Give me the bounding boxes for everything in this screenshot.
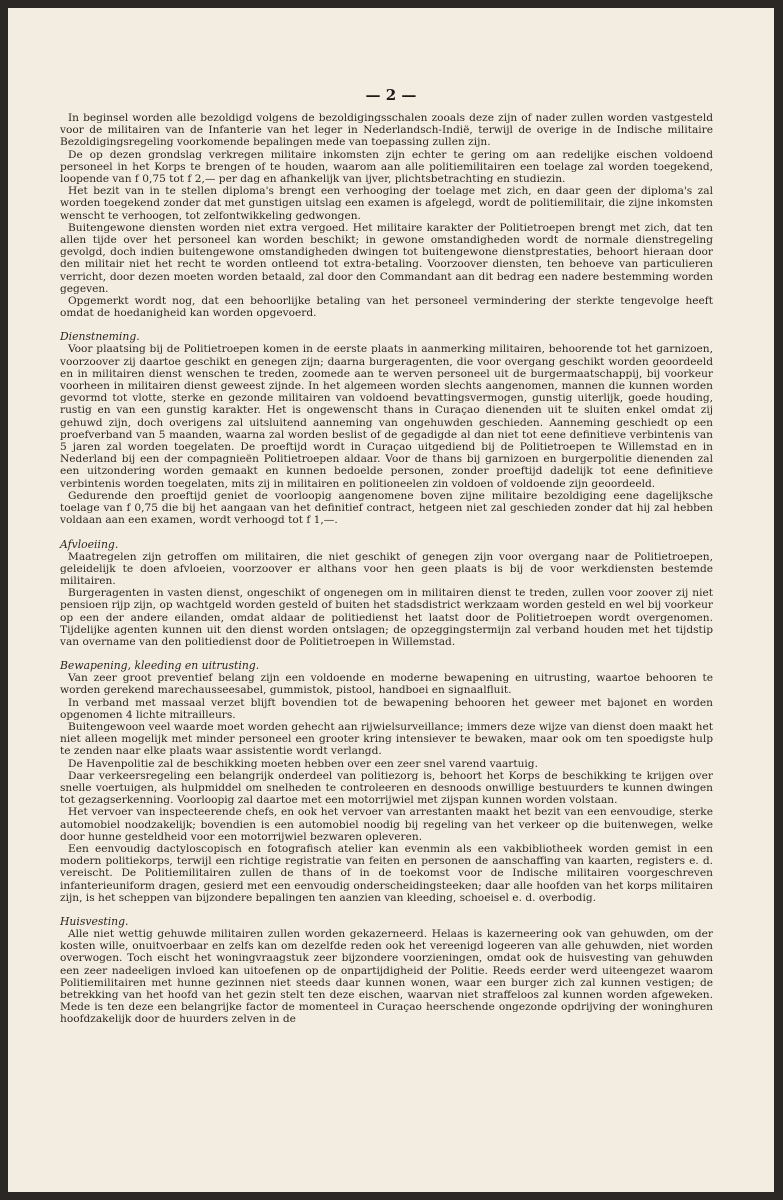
section-paragraph: Maatregelen zijn getroffen om militairen, die niet geschikt of genegen zijn voor overgang naar de Politietroepen, geleidelijk te doen afvloeien, voorzoover er althans voor hen geen plaats is bij de voor werkdiensten bestemde militairen.	[60, 550, 713, 587]
intro-paragraph: Het bezit van in te stellen diploma's brengt een verhooging der toelage met zich, en daar geen der diploma's zal worden toegekend zonder dat met gunstigen uitslag een examen is afgelegd, wordt de politiemilitair, die zijne inkomsten wenscht te verhoogen, tot zelfontwikkeling gedwongen.	[60, 185, 713, 222]
section-paragraph: Voor plaatsing bij de Politietroepen komen in de eerste plaats in aanmerking militairen, behoorende tot het garnizoen, voorzoover zij daartoe geschikt en genegen zijn; daarna burgeragenten, die voor overgang geschikt worden geoordeeld en in militairen dienst wenschen te treden, zoomede aan te werven personeel uit de burgermaatschappij, bij voorkeur voorheen in militairen dienst geweest zijnde. In het algemeen worden slechts aangenomen, mannen die kunnen worden gevormd tot vlotte, sterke en gezonde militairen van voldoend bevattingsvermogen, gunstig uiterlijk, goede houding, rustig en van een gunstig karakter. Het is ongewenscht thans in Curaçao dienenden uit te sluiten enkel omdat zij gehuwd zijn, doch overigens zal uitsluitend aanneming van ongehuwden geschieden. Aanneming geschiedt op een proefverband van 5 maanden, waarna zal worden beslist of de gegadigde al dan niet tot eene definitieve verbintenis van 5 jaren zal worden toegelaten. De proeftijd wordt in Curaçao uitgediend bij de Politietroepen te Willemstad en in Nederland bij een der compagnieën Politietroepen aldaar. Voor de thans bij garnizoen en burgerpolitie dienenden zal een uitzondering worden gemaakt en kunnen bedoelde personen, zonder proeftijd dadelijk tot eene definitieve verbintenis worden toegelaten, mits zij in militairen en politioneelen zin voldoen of voldoende zijn geoordeeld.	[60, 343, 713, 490]
section-paragraph: Een eenvoudig dactyloscopisch en fotografisch atelier kan evenmin als een vakbibliotheek worden gemist in een modern politiekorps, terwijl een richtige registratie van feiten en personen de aanschaffing van kaarten, registers e. d. vereischt. De Politiemilitairen zullen de thans of in de toekomst voor de Indische militairen voorgeschreven infanterieuniform dragen, gesierd met een eenvoudig onderscheidingsteeken; daar alle hoofden van het korps militairen zijn, is het scheppen van bijzondere bepalingen ten aanzien van kleeding, schoeisel e. d. overbodig.	[60, 842, 713, 904]
section-heading-huisvesting: Huisvesting.	[60, 914, 129, 928]
section-heading-dienstneming: Dienstneming.	[60, 330, 140, 344]
section-heading-afvloeiing: Afvloeiing.	[60, 537, 119, 551]
intro-paragraph: Opgemerkt wordt nog, dat een behoorlijke betaling van het personeel vermindering der sterkte tengevolge heeft omdat de hoedanigheid kan worden opgevoerd.	[60, 295, 713, 320]
section-paragraph: In verband met massaal verzet blijft bovendien tot de bewapening behooren het geweer met bajonet en worden opgenomen 4 lichte mitrailleurs.	[60, 696, 713, 721]
document-page	[8, 8, 774, 1192]
page-number: — 2 —	[365, 86, 417, 104]
section-paragraph: Daar verkeersregeling een belangrijk onderdeel van politiezorg is, behoort het Korps de beschikking te krijgen over snelle voertuigen, als hulpmiddel om snelheden te controleeren en desnoods onwillige bestuurders te kunnen dwingen tot gezagserkenning. Voorloopig zal daartoe met een motorrijwiel met zijspan kunnen worden volstaan.	[60, 769, 713, 807]
intro-paragraph: In beginsel worden alle bezoldigd volgens de bezoldigingsschalen zooals deze zijn of nader zullen worden vastgesteld voor de militairen van de Infanterie van het leger in Nederlandsch-Indië, terwijl de overige in de Indische militaire Bezoldigingsregeling voorkomende bepalingen mede van toepassing zullen zijn.	[60, 112, 713, 149]
section-paragraph: Buitengewoon veel waarde moet worden gehecht aan rijwielsurveillance; immers deze wijze van dienst doen maakt het niet alleen mogelijk met minder personeel een grooter kring intensiever te bewaken, maar ook om ten spoedigste hulp te zenden naar elke plaats waar assistentie wordt verlangd.	[60, 720, 713, 758]
section-paragraph: Burgeragenten in vasten dienst, ongeschikt of ongenegen om in militairen dienst te treden, zullen voor zoover zij niet pensioen rijp zijn, op wachtgeld worden gesteld of buiten het stadsdistrict werkzaam worden gesteld en wel bij voorkeur op een der andere eilanden, omdat aldaar de politiedienst het laatst door de Politietroepen wordt overgenomen. Tijdelijke agenten kunnen uit den dienst worden ontslagen; de opzeggingstermijn zal verband houden met het tijdstip van overname van den politiedienst door de Politietroepen in Willemstad.	[60, 587, 713, 648]
section-heading-bewapening: Bewapening, kleeding en uitrusting.	[60, 659, 260, 673]
section-paragraph: Het vervoer van inspecteerende chefs, en ook het vervoer van arrestanten maakt het bezit van een eenvoudige, sterke automobiel noodzakelijk; bovendien is een automobiel noodig bij regeling van het verkeer op die buitenwegen, welke door hunne gesteldheid voor een motorrijwiel bezwaren opleveren.	[60, 806, 713, 843]
section-paragraph: Alle niet wettig gehuwde militairen zullen worden gekazerneerd. Helaas is kazerneering ook van gehuwden, om der kosten wille, onuitvoerbaar en zelfs kan om dezelfde reden ook het vereenigd logeeren van alle gehuwden, niet worden overwogen. Toch eischt het woningvraagstuk zeer bijzondere voorzieningen, omdat ook de huisvesting van gehuwden een zeer nadeeligen invloed kan uitoefenen op de onpartijdigheid der Politie. Reeds eerder werd uiteengezet waarom Politiemilitairen met hunne gezinnen niet steeds daar kunnen wonen, waar een burger zich zal kunnen vestigen; de betrekking van het hoofd van het gezin stelt ten deze eischen, waarvan niet straffeloos zal kunnen worden afgeweken. Mede is ten deze een belangrijke factor de momenteel in Curaçao heerschende ongezonde opdrijving der woninghuren hoofdzakelijk door de huurders zelven in de	[60, 927, 713, 1026]
section-paragraph: Van zeer groot preventief belang zijn een voldoende en moderne bewapening en uitrusting, waartoe behooren te worden gerekend marechausseesabel, gummistok, pistool, handboei en signaalfluit.	[60, 672, 713, 697]
document-body	[60, 112, 713, 1026]
section-paragraph: De Havenpolitie zal de beschikking moeten hebben over een zeer snel varend vaartuig.	[68, 757, 538, 770]
intro-paragraph: De op dezen grondslag verkregen militaire inkomsten zijn echter te gering om aan redelijke eischen voldoend personeel in het Korps te brengen of te houden, waarom aan alle politiemilitairen een toelage zal worden toegekend, loopende van f 0,75 tot f 2,— per dag en afhankelijk van ijver, plichtsbetrachting en studiezin.	[60, 148, 713, 186]
section-paragraph: Gedurende den proeftijd geniet de voorloopig aangenomene boven zijne militaire bezoldiging eene dagelijksche toelage van f 0,75 die bij het aangaan van het definitief contract, hetgeen niet zal geschieden zonder dat hij zal hebben voldaan aan een examen, wordt verhoogd tot f 1,—.	[60, 489, 713, 527]
intro-paragraph: Buitengewone diensten worden niet extra vergoed. Het militaire karakter der Politietroepen brengt met zich, dat ten allen tijde over het personeel kan worden beschikt; in gewone omstandigheden wordt de normale dienstregeling gevolgd, doch indien buitengewone omstandigheden dwingen tot buitengewone dienstprestaties, behoort hieraan door den militair niet het recht te worden ontleend tot extra-betaling. Voorzoover diensten, ten behoeve van particulieren verricht, door dezen moeten worden betaald, zal door den Commandant aan dit bedrag een nadere bestemming worden gegeven.	[60, 221, 713, 295]
